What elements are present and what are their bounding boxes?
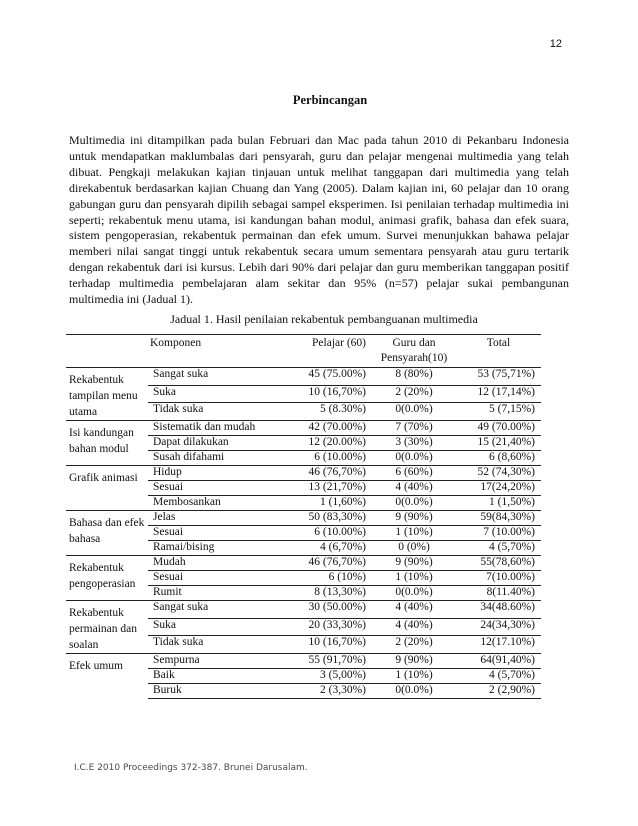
cell-komponen: Sistematik dan mudah bbox=[148, 421, 286, 436]
cell-pelajar: 8 (13,30%) bbox=[286, 586, 372, 601]
header-pelajar: Pelajar (60) bbox=[312, 337, 366, 349]
cell-pelajar: 45 (75.00%) bbox=[286, 368, 372, 386]
cell-total: 8(11.40%) bbox=[456, 586, 541, 601]
cell-guru: 6 (60%) bbox=[372, 466, 456, 481]
cell-total: 12 (17,14%) bbox=[456, 385, 541, 403]
cell-guru: 0(0.0%) bbox=[372, 586, 456, 601]
group-label: Rekabentuk tampilan menu utama bbox=[66, 368, 148, 421]
cell-total: 17(24,20%) bbox=[456, 481, 541, 496]
cell-pelajar: 3 (5,00%) bbox=[286, 669, 372, 684]
cell-total: 1 (1,50%) bbox=[456, 496, 541, 511]
table-row bbox=[66, 601, 541, 619]
cell-guru: 9 (90%) bbox=[372, 654, 456, 669]
cell-komponen: Buruk bbox=[148, 684, 286, 699]
cell-pelajar: 30 (50.00%) bbox=[286, 601, 372, 619]
cell-total: 49 (70.00%) bbox=[456, 421, 541, 436]
cell-total: 7(10.00%) bbox=[456, 571, 541, 586]
cell-total: 6 (8,60%) bbox=[456, 451, 541, 466]
cell-komponen: Membosankan bbox=[148, 496, 286, 511]
cell-komponen: Susah difahami bbox=[148, 451, 286, 466]
cell-total: 55(78,60%) bbox=[456, 556, 541, 571]
cell-komponen: Sesuai bbox=[148, 526, 286, 541]
cell-komponen: Rumit bbox=[148, 586, 286, 601]
cell-guru: 1 (10%) bbox=[372, 669, 456, 684]
cell-guru: 2 (20%) bbox=[372, 636, 456, 654]
cell-pelajar: 5 (8.30%) bbox=[286, 403, 372, 421]
page-number: 12 bbox=[549, 38, 562, 50]
cell-guru: 1 (10%) bbox=[372, 526, 456, 541]
group-label: Rekabentuk permainan dan soalan bbox=[66, 601, 148, 654]
cell-guru: 4 (40%) bbox=[372, 618, 456, 636]
cell-pelajar: 20 (33,30%) bbox=[286, 618, 372, 636]
table-row bbox=[66, 511, 541, 526]
cell-total: 53 (75,71%) bbox=[456, 368, 541, 386]
cell-total: 7 (10.00%) bbox=[456, 526, 541, 541]
cell-guru: 9 (90%) bbox=[372, 556, 456, 571]
cell-total: 24(34,30%) bbox=[456, 618, 541, 636]
cell-pelajar: 42 (70.00%) bbox=[286, 421, 372, 436]
cell-guru: 8 (80%) bbox=[372, 368, 456, 386]
table-header-row bbox=[66, 335, 541, 368]
table-caption: Jadual 1. Hasil penilaian rekabentuk pembanguanan multimedia bbox=[170, 312, 478, 326]
cell-pelajar: 46 (76,70%) bbox=[286, 556, 372, 571]
cell-guru: 4 (40%) bbox=[372, 601, 456, 619]
header-group bbox=[66, 335, 148, 368]
cell-pelajar: 6 (10%) bbox=[286, 571, 372, 586]
cell-komponen: Baik bbox=[148, 669, 286, 684]
table-body bbox=[66, 368, 541, 699]
cell-total: 4 (5,70%) bbox=[456, 669, 541, 684]
table-row bbox=[66, 556, 541, 571]
group-label: Efek umum bbox=[66, 654, 148, 699]
group-label: Grafik animasi bbox=[66, 466, 148, 511]
cell-total: 34(48.60%) bbox=[456, 601, 541, 619]
cell-total: 12(17.10%) bbox=[456, 636, 541, 654]
cell-komponen: Jelas bbox=[148, 511, 286, 526]
group-label: Bahasa dan efek bahasa bbox=[66, 511, 148, 556]
cell-pelajar: 6 (10.00%) bbox=[286, 526, 372, 541]
cell-komponen: Suka bbox=[148, 618, 286, 636]
cell-total: 64(91,40%) bbox=[456, 654, 541, 669]
group-label: Rekabentuk pengoperasian bbox=[66, 556, 148, 601]
cell-komponen: Sempurna bbox=[148, 654, 286, 669]
cell-komponen: Hidup bbox=[148, 466, 286, 481]
cell-pelajar: 50 (83,30%) bbox=[286, 511, 372, 526]
cell-guru: 7 (70%) bbox=[372, 421, 456, 436]
cell-guru: 2 (20%) bbox=[372, 385, 456, 403]
cell-total: 15 (21,40%) bbox=[456, 436, 541, 451]
cell-guru: 1 (10%) bbox=[372, 571, 456, 586]
cell-pelajar: 10 (16,70%) bbox=[286, 385, 372, 403]
table-row bbox=[66, 421, 541, 436]
cell-komponen: Suka bbox=[148, 385, 286, 403]
table-row bbox=[66, 654, 541, 669]
cell-guru: 0(0.0%) bbox=[372, 684, 456, 699]
cell-guru: 0(0.0%) bbox=[372, 496, 456, 511]
cell-komponen: Sesuai bbox=[148, 571, 286, 586]
cell-guru: 9 (90%) bbox=[372, 511, 456, 526]
body-paragraph: Multimedia ini ditampilkan pada bulan Februari dan Mac pada tahun 2010 di Pekanbaru Indonesia untuk mendapatkan maklumbalas dari pensyarah, guru dan pelajar mengenai multimedia yang telah dibuat. Pengkaji melakukan kajian tinjauan untuk melihat tanggapan dari multimedia yang telah direkabentuk berdasarkan kajian Chuang dan Yang (2005). Dalam kajian ini, 60 pelajar dan 10 orang gabungan guru dan pensyarah dipilih sebagai sampel eksperimen. Isi penilaian terhadap multimedia ini seperti; rekabentuk menu utama, isi kandungan bahan modul, animasi grafik, bahasa dan efek suara, sistem pengoperasian, rekabentuk permainan dan efek umum. Survei menunjukkan bahawa pelajar memberi nilai sangat tinggi untuk rekabentuk secara umum sementara pensyarah atau guru tertarik dengan rekabentuk dari isi kursus. Lebih dari 90% dari pelajar dan guru memberikan tanggapan positif terhadap multimedia pembelajaran alam sekitar dan 95% (n=57) pelajar sukai pembangunan multimedia ini (Jadual 1). bbox=[69, 133, 569, 307]
cell-komponen: Ramai/bising bbox=[148, 541, 286, 556]
cell-total: 4 (5,70%) bbox=[456, 541, 541, 556]
cell-komponen: Sesuai bbox=[148, 481, 286, 496]
footer-citation: I.C.E 2010 Proceedings 372-387. Brunei Darusalam. bbox=[74, 763, 308, 773]
cell-pelajar: 2 (3,30%) bbox=[286, 684, 372, 699]
header-komponen: Komponen bbox=[150, 337, 202, 349]
cell-total: 2 (2,90%) bbox=[456, 684, 541, 699]
table-row bbox=[66, 368, 541, 386]
cell-pelajar: 6 (10.00%) bbox=[286, 451, 372, 466]
cell-total: 5 (7,15%) bbox=[456, 403, 541, 421]
cell-pelajar: 12 (20.00%) bbox=[286, 436, 372, 451]
cell-pelajar: 55 (91,70%) bbox=[286, 654, 372, 669]
cell-komponen: Sangat suka bbox=[148, 601, 286, 619]
cell-pelajar: 46 (76,70%) bbox=[286, 466, 372, 481]
cell-total: 59(84,30%) bbox=[456, 511, 541, 526]
header-guru: Guru dan Pensyarah(10) bbox=[380, 337, 448, 364]
cell-komponen: Mudah bbox=[148, 556, 286, 571]
cell-pelajar: 1 (1,60%) bbox=[286, 496, 372, 511]
cell-komponen: Dapat dilakukan bbox=[148, 436, 286, 451]
cell-guru: 0(0.0%) bbox=[372, 451, 456, 466]
section-heading: Perbincangan bbox=[292, 93, 368, 107]
header-total: Total bbox=[486, 337, 511, 349]
cell-pelajar: 4 (6,70%) bbox=[286, 541, 372, 556]
cell-guru: 0 (0%) bbox=[372, 541, 456, 556]
cell-pelajar: 13 (21,70%) bbox=[286, 481, 372, 496]
group-label: Isi kandungan bahan modul bbox=[66, 421, 148, 466]
cell-guru: 0(0.0%) bbox=[372, 403, 456, 421]
cell-guru: 3 (30%) bbox=[372, 436, 456, 451]
table-row bbox=[66, 466, 541, 481]
cell-komponen: Sangat suka bbox=[148, 368, 286, 386]
cell-komponen: Tidak suka bbox=[148, 636, 286, 654]
cell-komponen: Tidak suka bbox=[148, 403, 286, 421]
cell-total: 52 (74,30%) bbox=[456, 466, 541, 481]
cell-guru: 4 (40%) bbox=[372, 481, 456, 496]
results-table bbox=[66, 334, 541, 699]
cell-pelajar: 10 (16,70%) bbox=[286, 636, 372, 654]
